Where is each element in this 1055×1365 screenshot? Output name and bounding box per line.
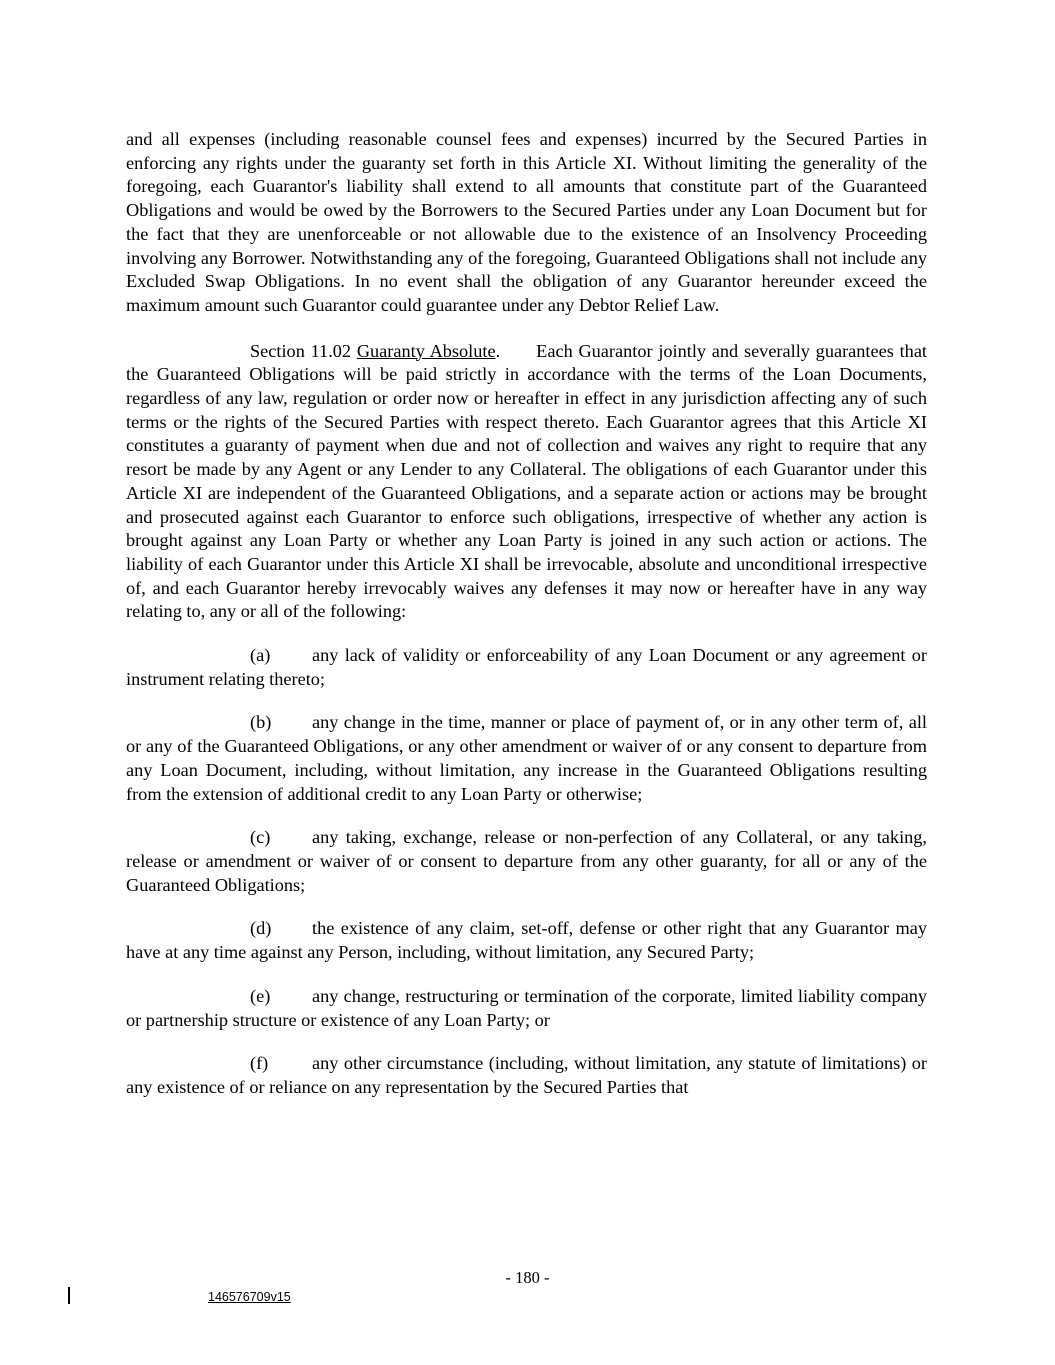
list-item	[126, 711, 927, 806]
document-body	[126, 128, 927, 1120]
list-item	[126, 985, 927, 1032]
item-label: (e)	[250, 985, 271, 1006]
item-text: any change in the time, manner or place of payment of, or in any other term of, all or any of the Guaranteed Obligations, or any other amendment or waiver of or any consent to departure from any Loan Document, including, without limitation, any increase in the Guaranteed Obligations resulting from the extension of additional credit to any Loan Party or otherwise;	[126, 712, 927, 804]
item-label: (f)	[250, 1053, 269, 1074]
section-title-punct: .	[495, 340, 501, 361]
item-label: (d)	[250, 918, 272, 939]
document-id: 146576709v15	[208, 1290, 291, 1304]
list-item	[126, 644, 927, 691]
item-text: any taking, exchange, release or non-perfection of any Collateral, or any taking, release or amendment or waiver of or consent to departure from any other guaranty, for all or any of the Guaranteed Obligations;	[126, 827, 927, 895]
item-text: any lack of validity or enforceability of any Loan Document or any agreement or instrument relating thereto;	[126, 645, 927, 689]
item-text: any change, restructuring or termination of the corporate, limited liability company or partnership structure or existence of any Loan Party; or	[126, 985, 927, 1030]
list-item	[126, 826, 927, 897]
item-text: any other circumstance (including, without limitation, any statute of limitations) or any existence of or reliance on any representation by the Secured Parties that	[126, 1053, 927, 1097]
item-label: (c)	[250, 827, 271, 848]
item-label: (a)	[250, 645, 271, 666]
page-number: - 180 -	[505, 1268, 550, 1287]
item-label: (b)	[250, 712, 272, 733]
paragraph-continuation: and all expenses (including reasonable counsel fees and expenses) incurred by the Secured Parties in enforcing any rights under the guaranty set forth in this Article XI. Without limiting the generality of the foregoing, each Guarantor's liability shall extend to all amounts that constitute part of the Guaranteed Obligations and would be owed by the Borrowers to the Secured Parties under any Loan Document but for the fact that they are unenforceable or not allowable due to the existence of an Insolvency Proceeding involving any Borrower. Notwithstanding any of the foregoing, Guaranteed Obligations shall not include any Excluded Swap Obligations. In no event shall the obligation of any Guarantor hereunder exceed the maximum amount such Guarantor could guarantee under any Debtor Relief Law.	[126, 129, 927, 315]
section-11-02-paragraph	[126, 340, 927, 624]
list-item	[126, 917, 927, 964]
section-number: Section 11.02	[250, 340, 352, 361]
revision-change-bar	[68, 1287, 70, 1304]
item-text: the existence of any claim, set-off, defense or other right that any Guarantor may have at any time against any Person, including, without limitation, any Secured Party;	[126, 918, 927, 963]
list-item	[126, 1052, 927, 1099]
section-title: Guaranty Absolute	[356, 340, 496, 361]
section-text: Each Guarantor jointly and severally guarantees that the Guaranteed Obligations will be paid strictly in accordance with the terms of the Loan Documents, regardless of any law, regulation or order now or hereafter in effect in any jurisdiction affecting any of such terms or the rights of the Secured Parties with respect thereto. Each Guarantor agrees that this Article XI constitutes a guaranty of payment when due and not of collection and waives any right to require that any resort be made by any Agent or any Lender to any Collateral. The obligations of each Guarantor under this Article XI are independent of the Guaranteed Obligations, and a separate action or actions may be brought and prosecuted against each Guarantor to enforce such obligations, irrespective of whether any action is brought against any Loan Party or whether any Loan Party is joined in any such action or actions. The liability of each Guarantor under this Article XI shall be irrevocable, absolute and unconditional irrespective of, and each Guarantor hereby irrevocably waives any defenses it may now or hereafter have in any way relating to, any or all of the following:	[126, 340, 928, 622]
